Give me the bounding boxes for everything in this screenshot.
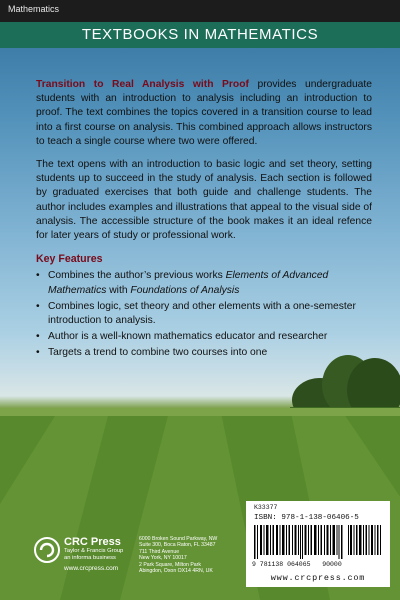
feature-text: Combines logic, set theory and other elements with a one-semester introduction to analysis.: [48, 300, 356, 327]
address-line: New York, NY 10017: [139, 555, 187, 562]
list-item: [36, 330, 372, 344]
feature-book-title: Foundations of Analysis: [130, 284, 240, 296]
catalog-code: K33377: [254, 504, 278, 511]
key-features-heading: Key Features: [36, 253, 103, 266]
address-line: Abingdon, Oxon OX14 4RN, UK: [139, 568, 213, 575]
list-item: [36, 269, 372, 297]
description-text-1: provides undergraduate students with an introduction to analysis including an introduction to proof. The text combines the topics covered in a transition course to lead into a first course on analysis. This combined approach allows instructors to teach a single course where two were offered.: [36, 79, 372, 147]
feature-text: Combines the author’s previous works: [48, 270, 226, 282]
publisher-name: CRC Press: [64, 536, 121, 548]
feature-text: Targets a trend to combine two courses into one: [48, 347, 268, 359]
book-title: Transition to Real Analysis with Proof: [36, 79, 249, 90]
feature-text: Author is a well-known mathematics educator and researcher: [48, 331, 328, 343]
bullet-icon: •: [36, 300, 40, 312]
address-line: 711 Third Avenue: [139, 548, 180, 555]
list-item: [36, 300, 372, 328]
price-code: 90000: [322, 561, 342, 568]
feature-text: with: [106, 284, 131, 296]
description-paragraph-1: [36, 78, 372, 149]
barcode-number: [252, 561, 342, 568]
publisher-block: [64, 536, 123, 572]
publisher-addresses: [139, 536, 244, 574]
series-banner: TEXTBOOKS IN MATHEMATICS: [0, 22, 400, 48]
top-bar: [0, 0, 400, 22]
publisher-tagline: an informa business: [64, 555, 116, 561]
bullet-icon: •: [36, 270, 40, 282]
barcode-icon: [254, 525, 382, 559]
publisher-group: Taylor & Francis Group: [64, 548, 124, 554]
key-features-list: [36, 269, 372, 360]
feature-book-title: Elements of Advanced Mathematics: [48, 270, 329, 296]
bullet-icon: •: [36, 347, 40, 359]
crc-press-logo-icon: [34, 537, 60, 563]
description-paragraph-2: The text opens with an introduction to basic logic and set theory, setting students up to succeed in the study of analysis. Each section is followed by graduated exercises that both guide and challenge students. The author includes examples and illustrations that appeal to the visual side of analysis. The accessible structure of the book makes it an ideal refence for later years of study or professional work.: [36, 159, 372, 242]
address-line: 2 Park Square, Milton Park: [139, 561, 201, 568]
list-item: [36, 346, 372, 360]
website-label: www.crcpress.com: [270, 573, 366, 583]
address-line: 6000 Broken Sound Parkway, NW: [139, 536, 218, 542]
ean-digits: 9 781138 064065: [252, 561, 311, 568]
barcode-panel: [246, 501, 390, 587]
subject-label: Mathematics: [8, 4, 60, 14]
publisher-url: www.crcpress.com: [64, 565, 119, 572]
isbn-label: ISBN: 978-1-138-06406-5: [254, 514, 359, 522]
address-line: Suite 300, Boca Raton, FL 33487: [139, 542, 216, 549]
bullet-icon: •: [36, 331, 40, 343]
back-cover-text: [36, 78, 372, 363]
